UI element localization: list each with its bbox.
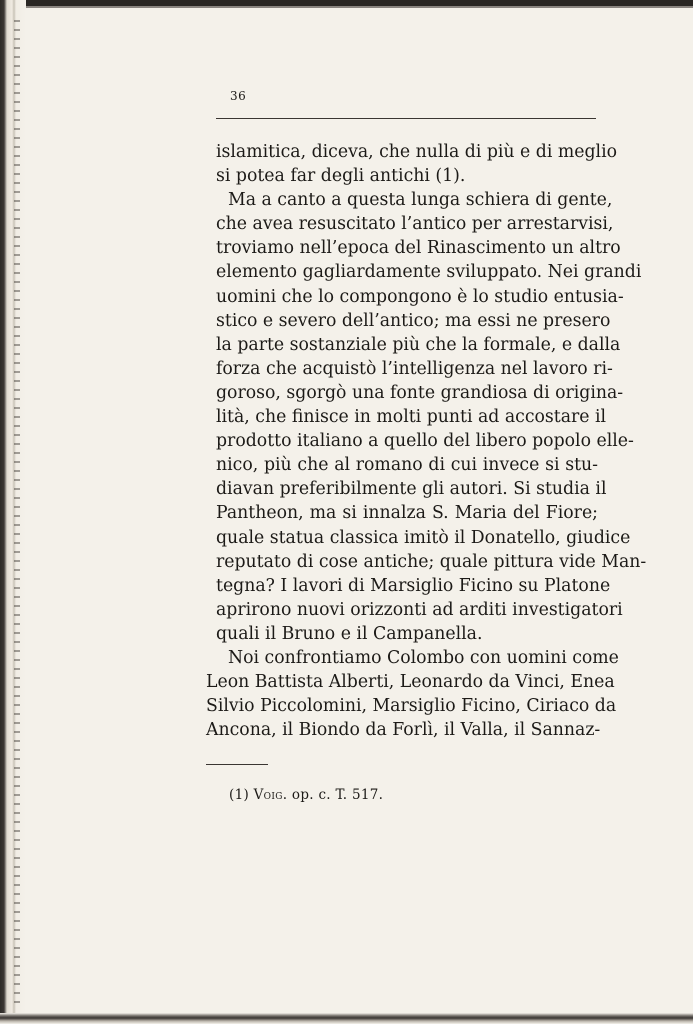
text-line: reputato di cose antiche; quale pittura vide Man- [216,551,647,572]
body-text [206,140,647,742]
text-line: islamitica, diceva, che nulla di più e di meglio [216,142,617,162]
text-line: nico, più che al romano di cui invece si stu- [216,455,598,476]
text-line: uomini che lo compongono è lo studio entusia- [216,286,624,307]
text-line: prodotto italiano a quello del libero popolo elle- [216,431,634,452]
binding-stitching [14,20,20,1010]
page-bottom-edge [0,1013,693,1024]
text-line: troviamo nell’epoca del Rinascimento un altro [216,238,621,259]
text-line: Pantheon, ma si innalza S. Maria del Fiore; [216,503,598,524]
footnote-rule [206,764,268,765]
text-line: Ma a canto a questa lunga schiera di gente, [228,190,613,211]
text-line: la parte sostanziale più che la formale, e dalla [216,334,621,355]
text-line: stico e severo dell’antico; ma essi ne presero [216,310,611,331]
footnote-author: Voig. [253,787,288,803]
text-line: elemento gagliardamente sviluppato. Nei grandi [216,262,642,283]
text-line: Leon Battista Alberti, Leonardo da Vinci, Enea [206,672,615,693]
text-line: diavan preferibilmente gli autori. Si studia il [216,479,607,500]
text-line: lità, che finisce in molti punti ad accostare il [216,407,607,428]
page-top-edge-shadow [0,6,693,8]
text-line: goroso, sgorgò una fonte grandiosa di origina- [216,382,624,403]
text-line: quali il Bruno e il Campanella. [216,623,483,644]
book-binding-edge [0,0,26,1024]
footnote-marker: (1) [229,787,250,803]
page-number: 36 [230,89,247,103]
text-line: quale statua classica imitò il Donatello, giudice [216,527,631,548]
header-rule [216,118,596,119]
text-line: Ancona, il Biondo da Forlì, il Valla, il Sannaz- [206,720,601,741]
text-line: si potea far degli antichi (1). [216,166,466,187]
text-line: Silvio Piccolomini, Marsiglio Ficino, Ciriaco da [206,696,617,717]
footnote-reference: op. c. T. 517. [291,787,384,803]
text-line: che avea resuscitato l’antico per arrestarvisi, [216,214,614,235]
footnote [229,787,383,803]
text-line: forza che acquistò l’intelligenza nel lavoro ri- [216,358,613,379]
text-line: tegna? I lavori di Marsiglio Ficino su Platone [216,575,611,596]
text-line: Noi confrontiamo Colombo con uomini come [228,647,619,668]
text-line: aprirono nuovi orizzonti ad arditi investigatori [216,599,623,620]
